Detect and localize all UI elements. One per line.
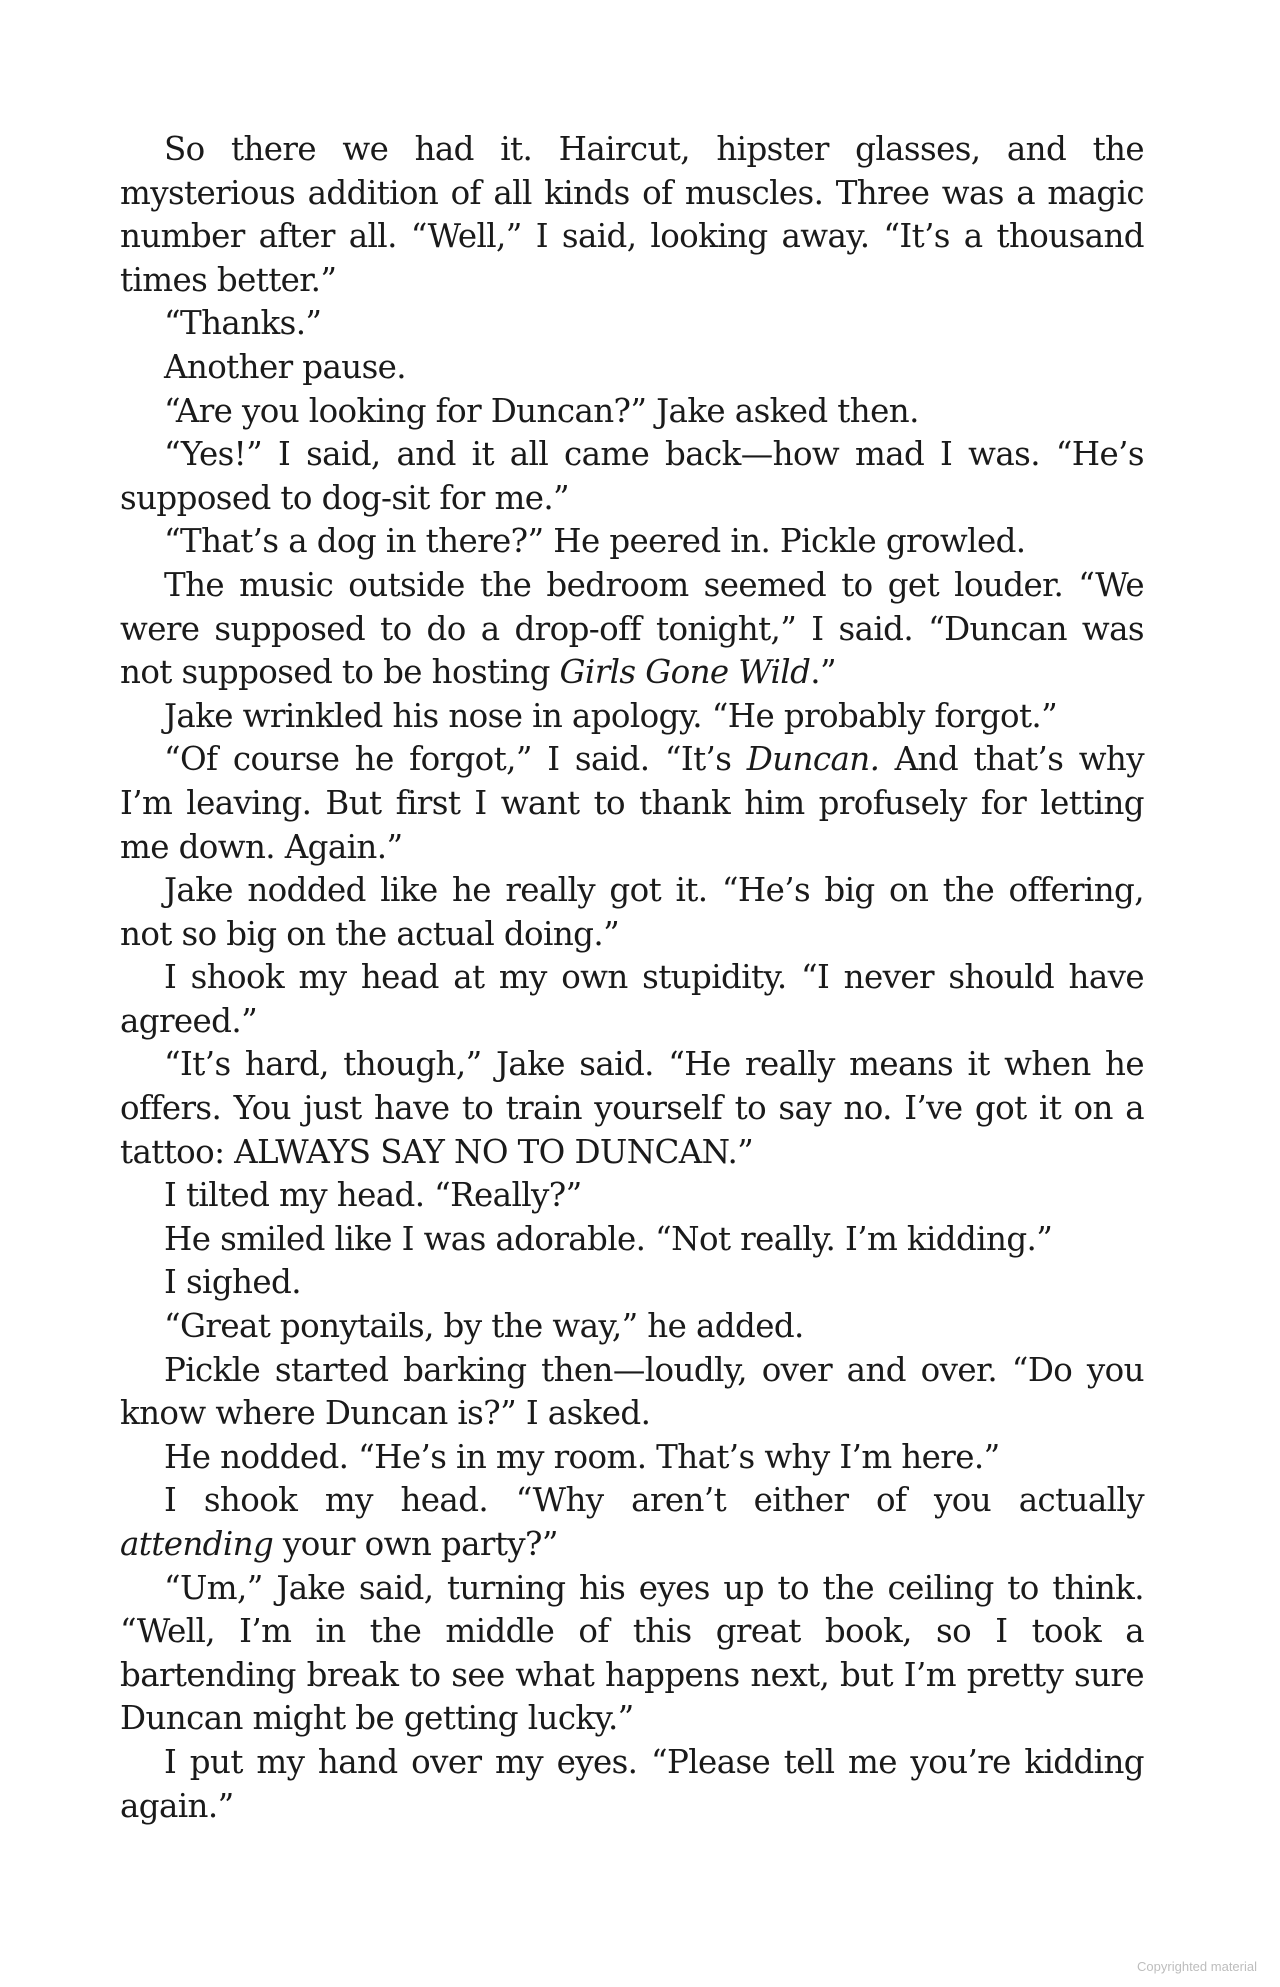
text-run: I shook my head. “Why aren’t either of you actually <box>164 1481 1144 1520</box>
copyright-watermark: Copyrighted material <box>1137 1959 1257 1974</box>
paragraph <box>120 1479 1144 1566</box>
text-run: “Thanks.” <box>164 304 322 343</box>
paragraph <box>120 869 1144 956</box>
text-run: Pickle started barking then—loudly, over and over. “Do you know where Duncan is?” I asked. <box>120 1350 1144 1433</box>
paragraph <box>120 695 1144 739</box>
text-run: your own party?” <box>273 1525 558 1563</box>
text-run: He nodded. “He’s in my room. That’s why I’m here.” <box>164 1437 1000 1476</box>
paragraph <box>120 1174 1144 1218</box>
text-run: The music outside the bedroom seemed to get louder. “We were supposed to do a drop-off tonight,” I said. “Duncan was not supposed to be hosting <box>120 565 1144 692</box>
italic-text: Duncan. <box>746 740 880 779</box>
paragraph <box>120 1043 1144 1174</box>
body-text <box>120 128 1144 1828</box>
paragraph <box>120 128 1144 302</box>
text-run: So there we had it. Haircut, hipster glasses, and the mysterious addition of all kinds of muscles. Three was a magic number after all. “Well,” I said, looking away. “It’s a thousand times better.” <box>120 130 1144 299</box>
paragraph <box>120 302 1144 346</box>
paragraph <box>120 1305 1144 1349</box>
text-run: Another pause. <box>164 347 407 386</box>
text-run: I shook my head at my own stupidity. “I never should have agreed.” <box>120 958 1144 1040</box>
paragraph <box>120 1567 1144 1741</box>
paragraph <box>120 1436 1144 1480</box>
text-run: I put my hand over my eyes. “Please tell me you’re kidding again.” <box>120 1742 1144 1825</box>
text-run: “Yes!” I said, and it all came back—how mad I was. “He’s supposed to dog-sit for me.” <box>120 435 1144 517</box>
text-run: “Um,” Jake said, turning his eyes up to the ceiling to think. “Well, I’m in the middle of this great book, so I took a bartending break to see what happens next, but I’m pretty sure Duncan might be getting lucky.” <box>120 1568 1144 1738</box>
paragraph <box>120 738 1144 869</box>
text-run: “It’s hard, though,” Jake said. “He really means it when he offers. You just have to train yourself to say no. I’ve got it on a tattoo: ALWAYS SAY NO TO DUNCAN.” <box>120 1045 1144 1171</box>
text-run: “Of course he forgot,” I said. “It’s <box>164 740 747 779</box>
paragraph <box>120 564 1144 695</box>
paragraph <box>120 433 1144 520</box>
paragraph <box>120 1349 1144 1436</box>
text-run: “Great ponytails, by the way,” he added. <box>164 1307 804 1346</box>
italic-text: Girls Gone Wild <box>559 653 811 692</box>
paragraph <box>120 956 1144 1043</box>
text-run: Jake nodded like he really got it. “He’s big on the offering, not so big on the actual doing.” <box>120 871 1144 953</box>
paragraph <box>120 1261 1144 1305</box>
text-run: And that’s why I’m leaving. But first I want to thank him profusely for letting me down. Again.” <box>120 740 1144 866</box>
paragraph <box>120 390 1144 434</box>
paragraph <box>120 346 1144 390</box>
text-run: “Are you looking for Duncan?” Jake asked then. <box>164 391 919 430</box>
text-run: “That’s a dog in there?” He peered in. Pickle growled. <box>164 522 1026 561</box>
text-run: .” <box>810 653 837 692</box>
paragraph <box>120 520 1144 564</box>
text-run: Jake wrinkled his nose in apology. “He probably forgot.” <box>164 696 1058 735</box>
text-run: I sighed. <box>164 1263 301 1302</box>
text-run: I tilted my head. “Really?” <box>164 1176 582 1215</box>
text-run: He smiled like I was adorable. “Not really. I’m kidding.” <box>164 1219 1053 1258</box>
paragraph <box>120 1741 1144 1828</box>
italic-text: attending <box>120 1525 274 1563</box>
paragraph <box>120 1218 1144 1262</box>
